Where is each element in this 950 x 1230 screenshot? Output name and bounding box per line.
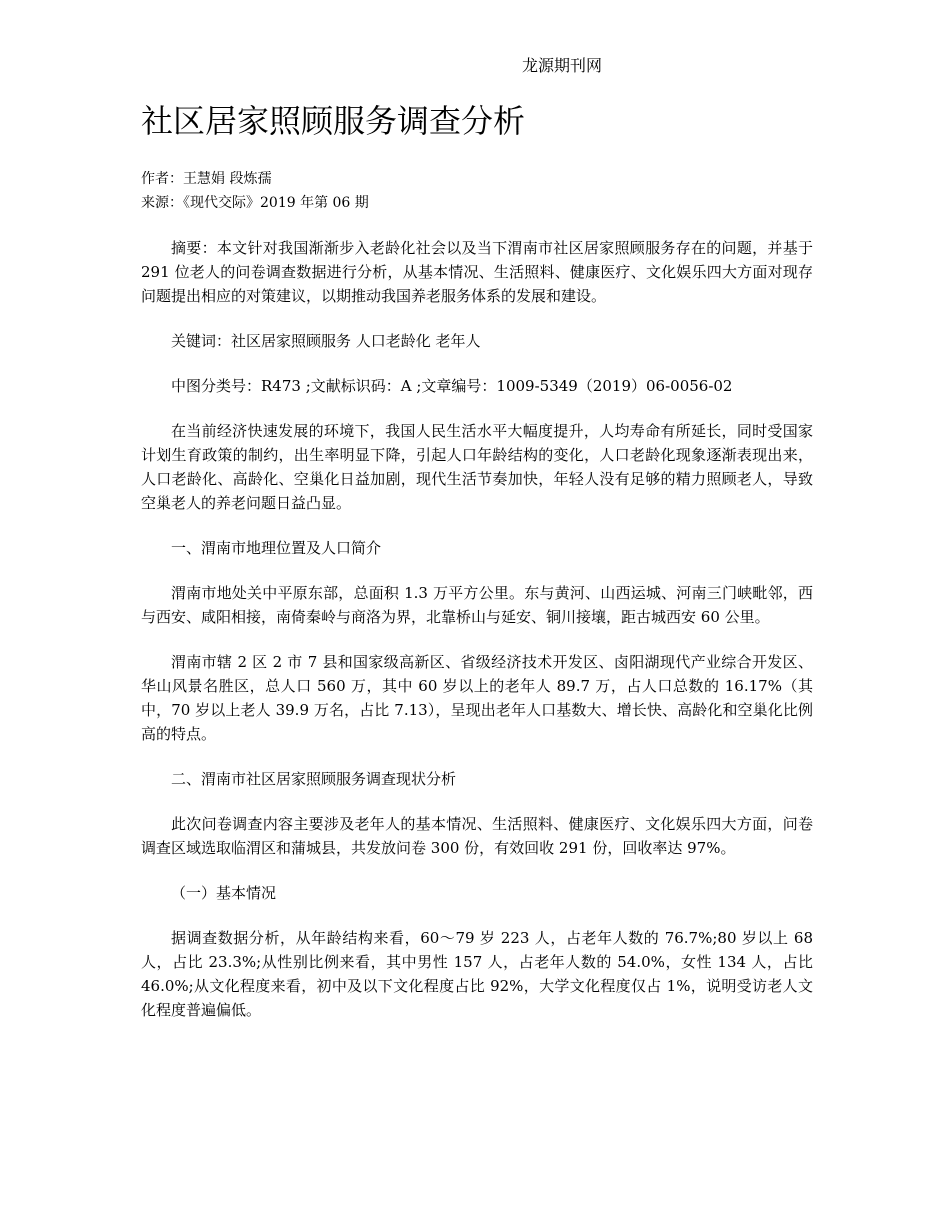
section-heading-2: 二、渭南市社区居家照顾服务调查现状分析: [171, 770, 457, 788]
author-line: 作者：王慧娟 段炼孺: [141, 171, 272, 187]
article-title: 社区居家照顾服务调查分析: [141, 102, 526, 140]
article-body: [141, 236, 813, 1043]
section-heading-1: 一、渭南市地理位置及人口简介: [171, 539, 382, 557]
classification-paragraph: 中图分类号：R473 ;文献标识码：A ;文章编号：1009-5349（2019）06-0056-02: [171, 377, 733, 395]
source-line: 来源：《现代交际》2019 年第 06 期: [141, 195, 369, 211]
population-paragraph: 渭南市辖 2 区 2 市 7 县和国家级高新区、省级经济技术开发区、卤阳湖现代产业综合开发区、华山风景名胜区，总人口 560 万，其中 60 岁以上的老年人 89.7 万，占人口总数的 16.17%（其中，70 岁以上老人 39.9 万名，占比 7.13），呈现出老年人口基数大、增长快、高龄化和空巢化比例高的特点。: [141, 653, 813, 743]
intro-paragraph: 在当前经济快速发展的环境下，我国人民生活水平大幅度提升，人均寿命有所延长，同时受国家计划生育政策的制约，出生率明显下降，引起人口年龄结构的变化，人口老龄化现象逐渐表现出来，人口老龄化、高龄化、空巢化日益加剧，现代生活节奏加快，年轻人没有足够的精力照顾老人，导致空巢老人的养老问题日益凸显。: [141, 422, 813, 512]
abstract-paragraph: 摘要：本文针对我国渐渐步入老龄化社会以及当下渭南市社区居家照顾服务存在的问题，并基于 291 位老人的问卷调查数据进行分析，从基本情况、生活照料、健康医疗、文化娱乐四大方面对现存问题提出相应的对策建议，以期推动我国养老服务体系的发展和建设。: [141, 239, 813, 305]
keywords-paragraph: 关键词：社区居家照顾服务 人口老龄化 老年人: [171, 332, 481, 350]
subsection-heading-1: （一）基本情况: [171, 884, 277, 902]
site-name: 龙源期刊网: [522, 56, 603, 75]
geography-paragraph: 渭南市地处关中平原东部，总面积 1.3 万平方公里。东与黄河、山西运城、河南三门峡毗邻，西与西安、咸阳相接，南倚秦岭与商洛为界，北靠桥山与延安、铜川接壤，距古城西安 60 公里。: [141, 584, 813, 626]
basic-info-paragraph: 据调查数据分析，从年龄结构来看，60～79 岁 223 人，占老年人数的 76.7%;80 岁以上 68 人，占比 23.3%;从性别比例来看，其中男性 157 人，占老年人数的 54.0%，女性 134 人，占比 46.0%;从文化程度来看，初中及以下文化程度占比 92%，大学文化程度仅占 1%，说明受访老人文化程度普遍偏低。: [141, 929, 813, 1019]
survey-paragraph: 此次问卷调查内容主要涉及老年人的基本情况、生活照料、健康医疗、文化娱乐四大方面，问卷调查区域选取临渭区和蒲城县，共发放问卷 300 份，有效回收 291 份，回收率达 97%。: [141, 815, 813, 857]
